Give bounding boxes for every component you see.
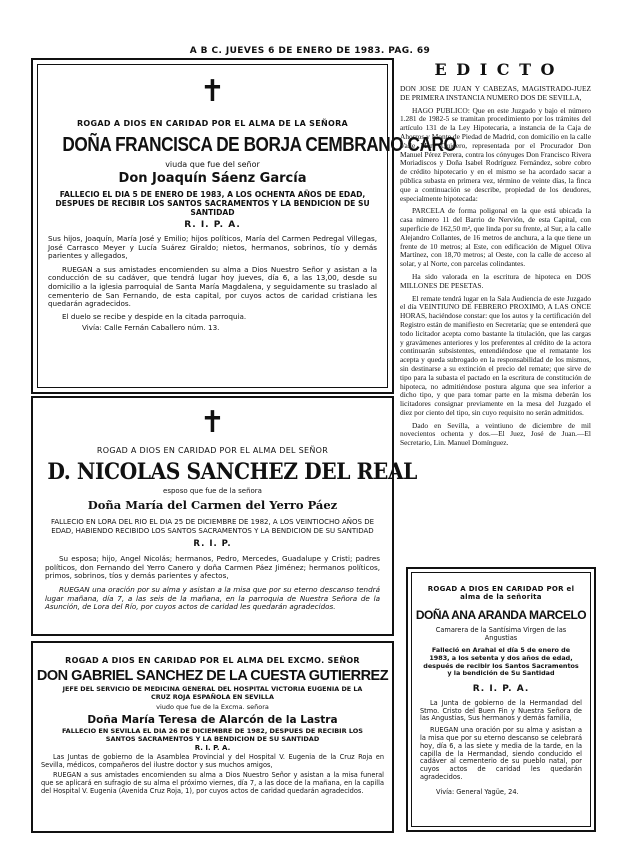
obituary-intro: ROGAD A DIOS EN CARIDAD POR EL ALMA DEL EXCMO. SEÑOR (65, 656, 360, 665)
duelo-line: El duelo se recibe y despide en la citada parroquia. (62, 311, 247, 321)
address-line: Vivía: General Yagüe, 24. (436, 787, 519, 796)
rip-line: R. I. P. A. (184, 220, 241, 230)
deceased-name: D. NICOLAS SANCHEZ DEL REAL (47, 459, 417, 485)
death-notice: Falleció en Arahal el día 5 de enero de 1983, a los setenta y dos años de edad, después de recibir los Santos Sacramentos y la bendición de Su Santidad (423, 646, 579, 678)
widow-line: viuda que fue del señor (165, 160, 260, 169)
rip-line: R. I. P. (193, 539, 232, 550)
ruegan-paragraph: RUEGAN a sus amistades encomienden su alma a Dios Nuestro Señor y asistan a la misa funeral que se aplicará en sufragio de su alma el próximo viernes, día 7, a las doce de la mañana, en la capilla del Hospital V. Eugenia (Avenida Cruz Roja, 1), por cuyos actos de caridad quedarán agradecidos. (41, 770, 384, 795)
rip-line: R. I. P. A. (194, 744, 231, 753)
edicto-intro: DON JOSE DE JUAN Y CABEZAS, MAGISTRADO-JUEZ DE PRIMERA INSTANCIA NUMERO DOS DE SEVILLA, (400, 84, 591, 102)
cross-icon: ✝ (199, 405, 226, 440)
deceased-role: Camarera de la Santísima Virgen de las Angustias (435, 625, 567, 642)
obituary-aranda (406, 567, 596, 832)
rip-line: R. I. P. A. (472, 683, 530, 694)
edicto-column (400, 60, 591, 560)
obituary-sanchez-del-real (31, 396, 417, 636)
deceased-title: JEFE DEL SERVICIO DE MEDICINA GENERAL DEL HOSPITAL VICTORIA EUGENIA DE LA CRUZ ROJA ESPAÑOLA EN SEVILLA (62, 685, 363, 701)
family-paragraph: La Junta de gobierno de la Hermandad del Stmo. Cristo del Buen Fin y Nuestra Señora de las Angustias, Sus hermanos y demás familia, (420, 698, 582, 723)
edicto-paragraph-3: Ha sido valorada en la escritura de hipoteca en DOS MILLONES DE PESETAS. (400, 271, 591, 290)
deceased-name: DOÑA FRANCISCA DE BORJA CEMBRANO CARO (62, 134, 457, 156)
ruegan-paragraph: RUEGAN a sus amistades encomienden su alma a Dios Nuestro Señor y asistan a la conducción de su cadáver, que tendrá lugar hoy jueves, día 6, a las 13,00, desde su domicilio a la iglesia parroquial de Santa María Magdalena, y seguidamente su traslado al cementerio de San Fernando, de esta capital, por cuyos actos de caridad cristiana les quedarán agradecidos. (48, 264, 377, 309)
deceased-name: DON GABRIEL SANCHEZ DE LA CUESTA GUTIERREZ (36, 668, 389, 684)
husband-name: Don Joaquín Sáenz García (118, 171, 307, 186)
ruegan-paragraph: RUEGAN una oración por su alma y asistan a la misa que por su eterno descanso se celebrará hoy, día 6, a las siete y media de la tarde, en la capilla de la Hermandad, siendo conducido el cadáver al cementerio de su pueblo natal, por cuyos actos de caridad les quedarán agradecidos. (420, 726, 582, 781)
edicto-paragraph-4: El remate tendrá lugar en la Sala Audiencia de este Juzgado el día VEINTIUNO DE FEBRERO PROXIMO, A LAS ONCE HORAS, haciéndose constar: que los autos y la certificación del Registro están de manifiesto en Secretaría; que se entenderá que todo licitador acepta como bastante la titulación, que las cargas y gravámenes anteriores y los preferentes al crédito de la actora continuarán subsistentes, entendiéndose que el rematante los acepta y queda subrogado en la responsabilidad de los mismos, sin destinarse a su extinción el precio del remate; que sirve de tipo para la subasta el pactado en la escritura de constitución de hipoteca, no admitiéndose postura alguna que sea inferior a dicho tipo, y que para tomar parte en la misma deberán los licitadores consignar previamente en la mesa del Juzgado el diez por ciento del tipo, sin cuyo requisito no serán admitidos. (400, 293, 591, 417)
family-paragraph: Sus hijos, Joaquín, María José y Emilio; hijos políticos, María del Carmen Pedregal Villegas, José Carrasco Meyer y Lucía Suárez Giraldo; nietos, hermanos, sobrinos, tío y demás parientes y allegados, (48, 234, 377, 261)
edicto-title: E D I C T O (434, 60, 557, 79)
ruegan-paragraph: RUEGAN una oración por su alma y asistan a la misa que por su eterno descanso tendrá lugar mañana, día 7, a las seis de la mañana, en la parroquia de Nuestra Señora de la Asunción, de Lora del Río, por cuyos actos de caridad les quedarán agradecidos. (45, 584, 380, 612)
family-paragraph: Su esposa; hijo, Angel Nicolás; hermanos, Pedro, Mercedes, Guadalupe y Cristi; padres políticos, don Fernando del Yerro Canero y doña Carmen Páez Jiménez; hermanos políticos, primos, sobrinos, tíos y demás parientes y afectos, (45, 554, 380, 581)
cross-icon: ✝ (199, 74, 226, 109)
obituary-intro: ROGAD A DIOS EN CARIDAD POR EL ALMA DEL SEÑOR (96, 446, 329, 455)
spouse-intro: esposo que fue de la señora (163, 487, 262, 495)
obituary-intro: ROGAD A DIOS EN CARIDAD POR EL ALMA DE LA SEÑORA (76, 119, 349, 128)
spouse-name: Doña María del Carmen del Yerro Páez (87, 498, 338, 512)
death-notice: FALLECIO EN SEVILLA EL DIA 26 DE DICIEMBRE DE 1982, DESPUES DE RECIBIR LOS SANTOS SACRAMENTOS Y LA BENDICION DE SU SANTIDAD (61, 727, 363, 743)
obituary-intro: ROGAD A DIOS EN CARIDAD POR el alma de la señorita (427, 585, 575, 602)
edicto-paragraph-2: PARCELA de forma poligonal en la que está ubicada la casa número 11 del Barrio de Nervión, de esta Capital, con superficie de 162,50 m², que linda por su frente, al Sur, a la calle Alejandro Collantes, de 16 metros de anchura, a la que tiene un frente de 10 metros; al Este, con edificación de Miguel Oliva Martínez, con 18,70 metros; al Oeste, con la calle de acceso al solar, y al Norte, con parcelas colindantes. (400, 206, 591, 269)
obituary-cembrano (31, 58, 457, 394)
address-line: Vivía: Calle Fernán Caballero núm. 13. (82, 323, 220, 333)
page-header: A B C. JUEVES 6 DE ENERO DE 1983. PAG. 69 (189, 46, 431, 56)
edicto-paragraph-5: Dado en Sevilla, a veintiuno de diciembre de mil novecientos ochenta y dos.—El Juez, José de Juan.—El Secretario, Lin. Manuel Domínguez. (400, 420, 591, 448)
deceased-name: DOÑA ANA ARANDA MARCELO (415, 607, 587, 622)
spouse-name: Doña María Teresa de Alarcón de la Lastra (87, 714, 338, 727)
family-paragraph: Las Juntas de gobierno de la Asamblea Provincial y del Hospital V. Eugenia de la Cruz Roja en Sevilla, médicos, compañeros del ilustre doctor y sus muchos amigos, (41, 753, 384, 770)
edicto-paragraph-1: HAGO PUBLICO: Que en este Juzgado y bajo el número 1.281 de 1982-5 se tramitan procedimiento por los trámites del artículo 131 de la Ley Hipotecaria, a instancia de la Caja de Ahorros y Monte de Piedad de Madrid, con domicilio en la calle Valle Mere Quidero, representada por el Procurador Don Manuel Pérez Perera, contra los cónyuges Don Francisco Rivera Moriadiscos y Doña Isabel Rodríguez Fernández, sobre cobro de crédito hipotecario y en el mismo se ha acordado sacar a pública subasta en primera vez, término de veinte días, la finca que a continuación se describe, propiedad de los deudores, especialmente hipotecada: (400, 105, 591, 203)
obituary-sanchez-cuesta (31, 641, 394, 833)
death-notice: FALLECIO EL DIA 5 DE ENERO DE 1983, A LOS OCHENTA AÑOS DE EDAD, DESPUES DE RECIBIR LOS SANTOS SACRAMENTOS Y LA BENDICION DE SU SANTIDAD (55, 190, 370, 217)
widow-line: viudo que fue de la Excma. señora (156, 703, 269, 712)
death-notice: FALLECIO EN LORA DEL RIO EL DIA 25 DE DICIEMBRE DE 1982, A LOS VEINTIOCHO AÑOS DE EDAD, HABIENDO RECIBIDO LOS SANTOS SACRAMENTOS Y LA BENDICION DE SU SANTIDAD (50, 518, 375, 535)
